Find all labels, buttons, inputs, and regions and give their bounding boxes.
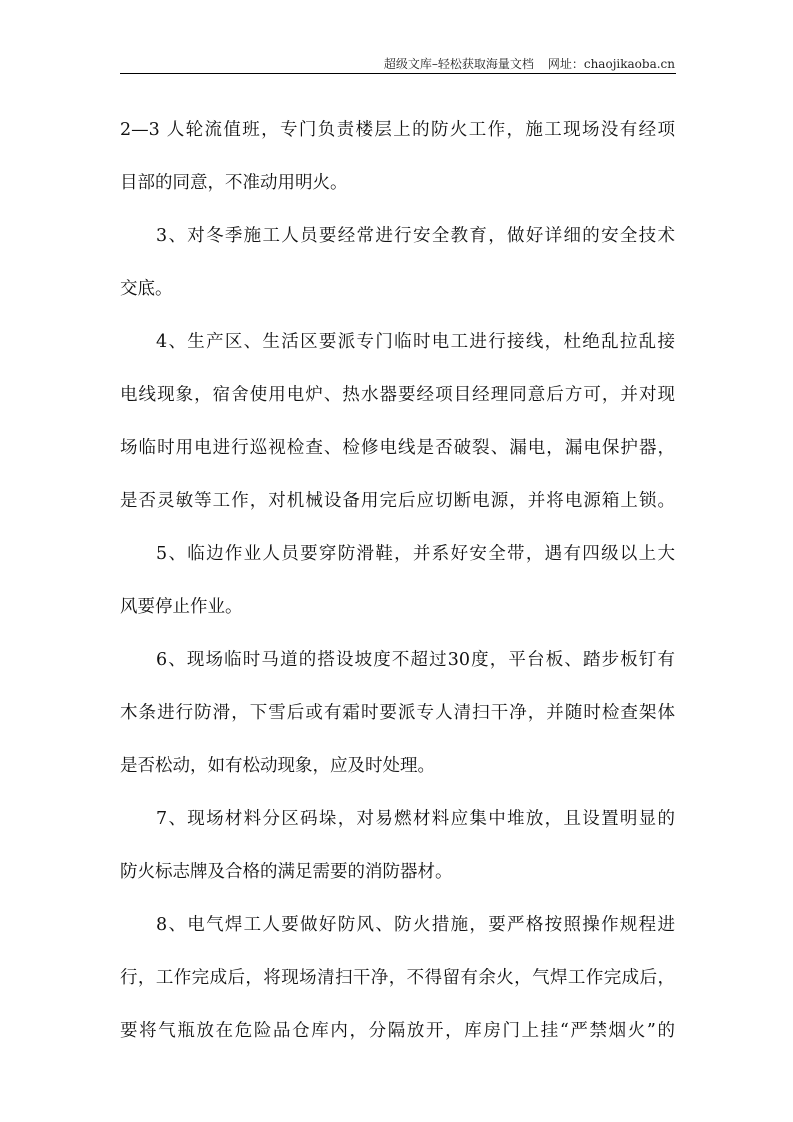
page-header [120, 55, 675, 72]
text-line: 3、对冬季施工人员要经常进行安全教育，做好详细的安全技术 [156, 226, 675, 246]
text-line: 5、临边作业人员要穿防滑鞋，并系好安全带，遇有四级以上大 [156, 544, 675, 564]
text-line: 交底。 [120, 279, 173, 299]
text-line: 防火标志牌及合格的满足需要的消防器材。 [120, 862, 453, 882]
text-line: 要将气瓶放在危险品仓库内，分隔放开，库房门上挂“严禁烟火”的 [120, 1021, 675, 1041]
document-body [120, 113, 675, 1067]
text-line: 8、电气焊工人要做好防风、防火措施，要严格按照操作规程进 [156, 915, 675, 935]
text-line: 4、生产区、生活区要派专门临时电工进行接线，杜绝乱拉乱接 [156, 332, 675, 352]
header-url: 网址：chaojikaoba.cn [547, 57, 675, 71]
text-line: 木条进行防滑，下雪后或有霜时要派专人清扫干净，并随时检查架体 [120, 703, 675, 723]
text-line: 风要停止作业。 [120, 597, 243, 617]
text-line: 是否松动，如有松动现象，应及时处理。 [120, 756, 435, 776]
header-site-name: 超级文库–轻松获取海量文档 [383, 57, 534, 71]
text-line: 2—3 人轮流值班，专门负责楼层上的防火工作，施工现场没有经项 [120, 120, 675, 140]
header-divider [120, 73, 676, 74]
text-line: 目部的同意，不准动用明火。 [120, 173, 348, 193]
text-line: 是否灵敏等工作，对机械设备用完后应切断电源，并将电源箱上锁。 [120, 491, 675, 511]
text-line: 6、现场临时马道的搭设坡度不超过30度，平台板、踏步板钉有 [156, 650, 675, 670]
text-line: 行，工作完成后，将现场清扫干净，不得留有余火，气焊工作完成后， [120, 968, 675, 988]
text-line: 7、现场材料分区码垛，对易燃材料应集中堆放，且设置明显的 [156, 809, 675, 829]
text-line: 场临时用电进行巡视检查、检修电线是否破裂、漏电，漏电保护器， [120, 438, 675, 458]
text-line: 电线现象，宿舍使用电炉、热水器要经项目经理同意后方可，并对现 [120, 385, 675, 405]
